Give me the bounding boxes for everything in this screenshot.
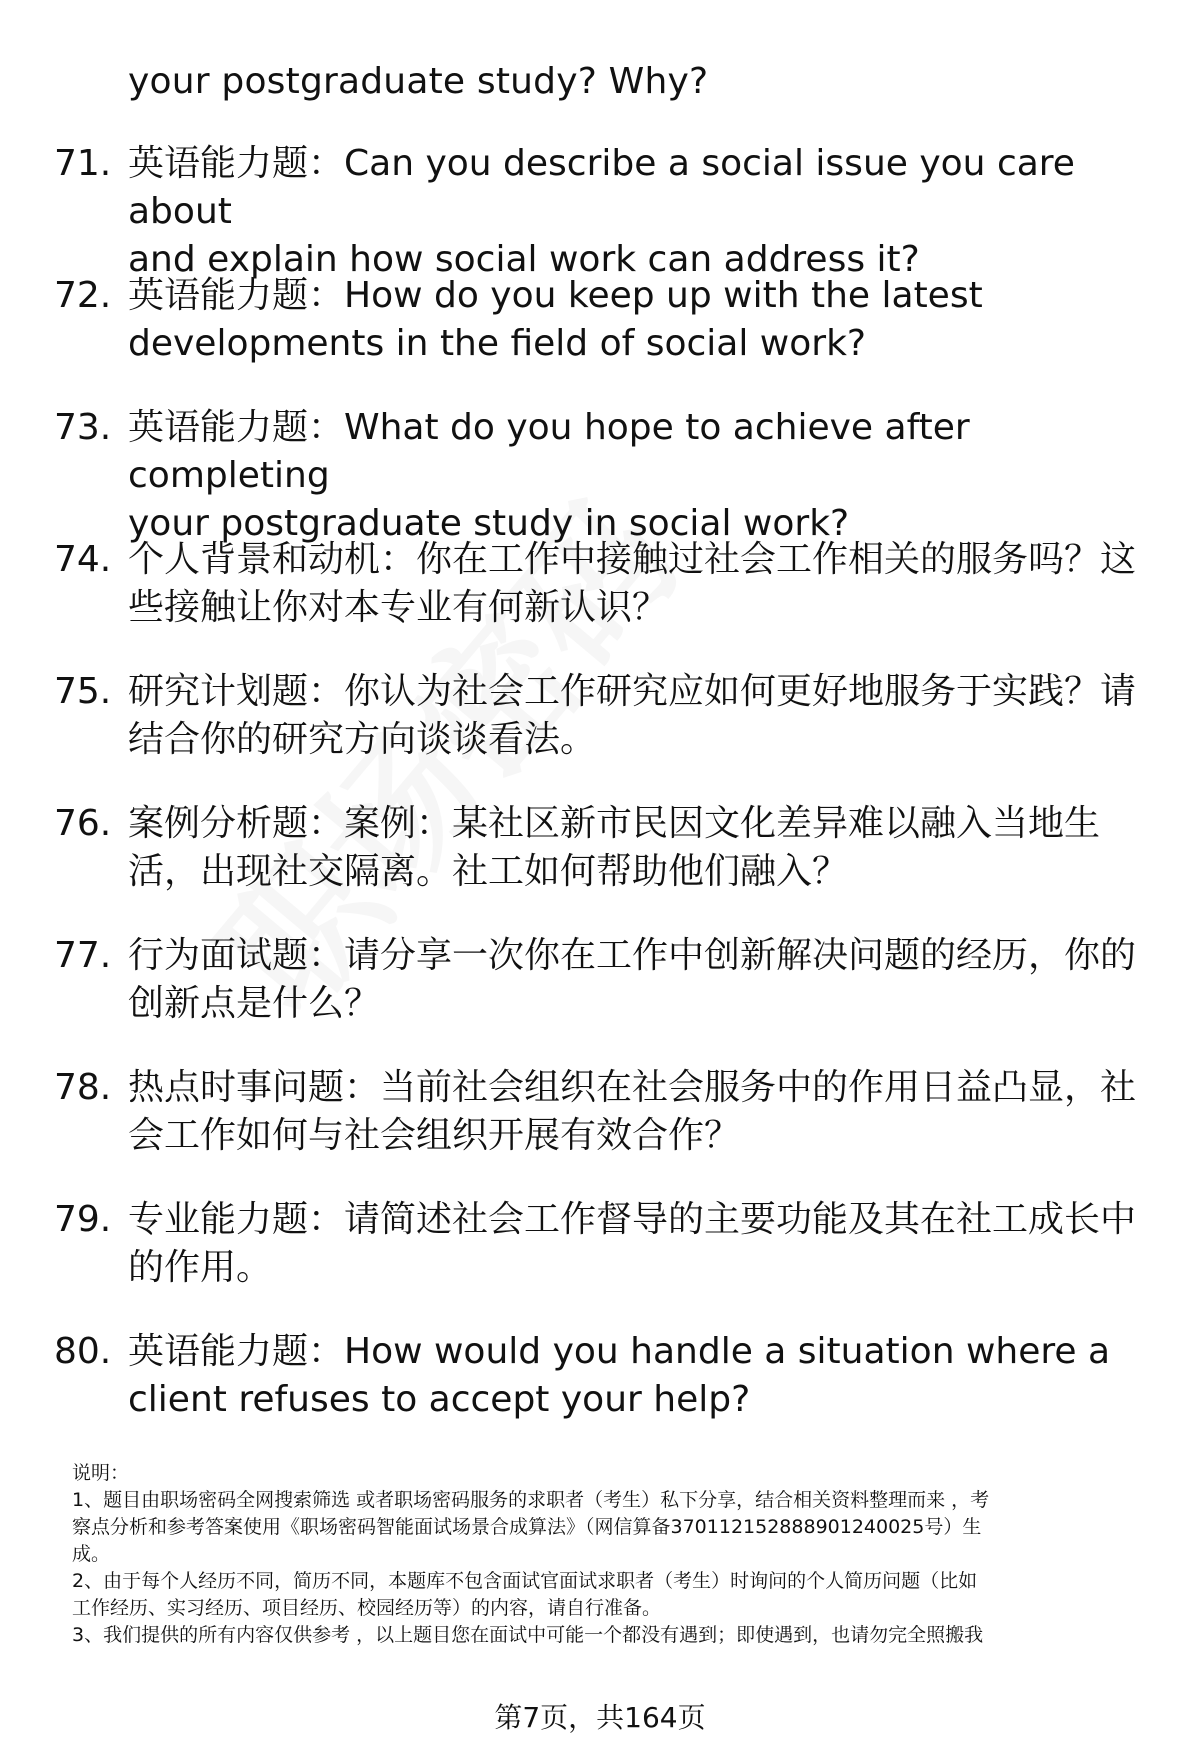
notes-line: 3、我们提供的所有内容仅供参考 ，以上题目您在面试中可能一个都没有遇到；即使遇到，也请勿完全照搬我 [72, 1624, 984, 1646]
question-line: 会工作如何与社会组织开展有效合作？ [128, 1115, 741, 1156]
question-number: 72. [54, 275, 112, 316]
question-number: 74. [54, 539, 112, 580]
question-text [128, 668, 1158, 764]
question-list [0, 140, 1200, 1460]
question-item [0, 404, 1200, 544]
question-item [0, 536, 1200, 668]
question-line: 结合你的研究方向谈谈看法。 [128, 719, 597, 760]
previous-question-continuation: your postgraduate study? Why? [128, 61, 709, 102]
question-line: 创新点是什么？ [128, 983, 381, 1024]
question-line: your postgraduate study in social work? [128, 503, 850, 544]
question-text [128, 272, 1158, 368]
question-line: client refuses to accept your help? [128, 1379, 751, 1420]
question-number: 73. [54, 407, 112, 448]
question-line: 活，出现社交隔离。社工如何帮助他们融入？ [128, 851, 849, 892]
question-line: 研究计划题：你认为社会工作研究应如何更好地服务于实践？请 [128, 671, 1137, 712]
question-line: 英语能力题：How do you keep up with the latest [128, 275, 983, 316]
question-item [0, 1196, 1200, 1328]
question-text [128, 536, 1158, 632]
question-text [128, 1064, 1158, 1160]
question-line: 的作用。 [128, 1247, 273, 1288]
question-line: 案例分析题：案例：某社区新市民因文化差异难以融入当地生 [128, 803, 1101, 844]
question-item [0, 1328, 1200, 1460]
notes-heading: 说明： [72, 1462, 130, 1484]
question-line: 个人背景和动机：你在工作中接触过社会工作相关的服务吗？这 [128, 539, 1137, 580]
question-item [0, 140, 1200, 280]
question-line: 行为面试题：请分享一次你在工作中创新解决问题的经历，你的 [128, 935, 1137, 976]
question-item [0, 272, 1200, 404]
notes-line: 工作经历、实习经历、项目经历、校园经历等）的内容，请自行准备。 [72, 1597, 662, 1619]
question-text [128, 932, 1158, 1028]
question-text [128, 404, 1158, 548]
question-line: 专业能力题：请简述社会工作督导的主要功能及其在社工成长中 [128, 1199, 1137, 1240]
question-number: 71. [54, 143, 112, 184]
question-text [128, 800, 1158, 896]
notes-line: 1、题目由职场密码全网搜索筛选 或者职场密码服务的求职者（考生）私下分享，结合相关资料整理而来 ，考 [72, 1489, 990, 1511]
question-number: 79. [54, 1199, 112, 1240]
question-line: 热点时事问题：当前社会组织在社会服务中的作用日益凸显，社 [128, 1067, 1137, 1108]
question-line: 英语能力题：What do you hope to achieve after completing [128, 407, 970, 496]
question-text [128, 1196, 1158, 1292]
notes-section [72, 1460, 1152, 1649]
question-line: 英语能力题：Can you describe a social issue you care about [128, 143, 1075, 232]
notes-line: 2、由于每个人经历不同，简历不同，本题库不包含面试官面试求职者（考生）时询问的个人简历问题（比如 [72, 1570, 978, 1592]
question-line: 些接触让你对本专业有何新认识？ [128, 587, 669, 628]
question-item [0, 1064, 1200, 1196]
question-line: 英语能力题：How would you handle a situation where a [128, 1331, 1111, 1372]
question-text [128, 1328, 1158, 1424]
question-number: 80. [54, 1331, 112, 1372]
page-number-footer: 第7页，共164页 [494, 1701, 706, 1734]
question-text [128, 140, 1158, 284]
notes-line: 察点分析和参考答案使用《职场密码智能面试场景合成算法》（网信算备37011215288890124​0025号）生 [72, 1516, 982, 1538]
question-number: 76. [54, 803, 112, 844]
question-number: 75. [54, 671, 112, 712]
question-line: developments in the field of social work? [128, 323, 867, 364]
question-number: 78. [54, 1067, 112, 1108]
question-number: 77. [54, 935, 112, 976]
notes-line: 成。 [72, 1543, 111, 1565]
question-item [0, 800, 1200, 932]
question-line: and explain how social work can address it? [128, 239, 920, 280]
question-item [0, 668, 1200, 800]
question-item [0, 932, 1200, 1064]
